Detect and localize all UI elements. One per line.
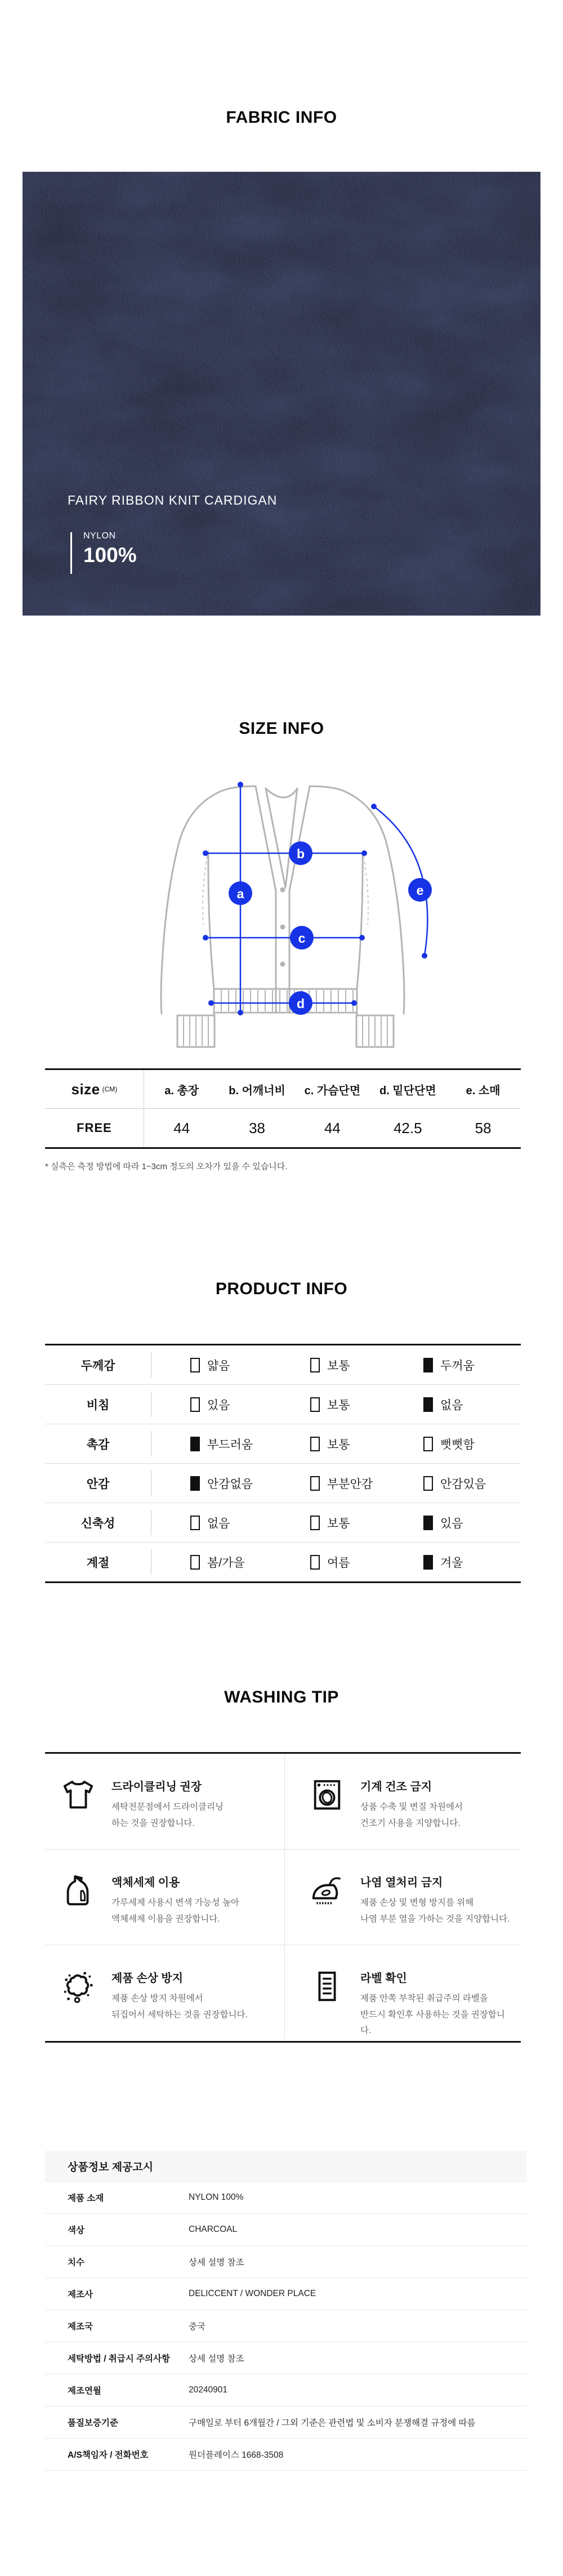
- detergent-icon: [61, 1873, 96, 1908]
- product-info-table: [45, 1344, 521, 1583]
- checkbox: [423, 1358, 433, 1372]
- checkbox: [190, 1437, 200, 1451]
- checkbox: [190, 1397, 200, 1412]
- tip-description: 가루세제 사용시 변색 가능성 높아 액체세제 이용을 권장합니다.: [111, 1898, 239, 1924]
- checkbox: [310, 1437, 320, 1451]
- tip-description: 세탁전문점에서 드라이클리닝 하는 것을 권장합니다.: [111, 1802, 224, 1828]
- checkbox: [423, 1476, 433, 1491]
- product-notice-table: [45, 2151, 526, 2471]
- material-label: NYLON: [83, 531, 116, 541]
- svg-text:b: b: [296, 846, 305, 861]
- product-info-row: 계절 봄/가을 여름 겨울: [45, 1543, 521, 1581]
- checkbox: [310, 1358, 320, 1372]
- checkbox: [190, 1358, 200, 1372]
- washing-tip-cell: 나염 열처리 금지 제품 손상 및 변형 방지를 위해 나염 부분 열을 가하는 것을 지양합니다.: [284, 1849, 521, 1945]
- svg-text:c: c: [298, 931, 306, 946]
- material-divider: [70, 532, 72, 574]
- checkbox: [423, 1397, 433, 1412]
- tip-description: 제품 안쪽 부착된 취급주의 라벨을 반드시 확인후 사용하는 것을 권장합니다.: [360, 1994, 505, 2036]
- column-header: a. 총장: [164, 1084, 199, 1097]
- size-value: 38: [249, 1119, 266, 1137]
- washing-tip-cell: 제품 손상 방지 제품 손상 방지 차원에서 뒤집어서 세탁하는 것을 권장합니다.: [45, 1945, 284, 2041]
- tip-description: 제품 손상 및 변형 방지를 위해 나염 부분 열을 가하는 것을 지양합니다.: [360, 1898, 510, 1924]
- notice-row: 색상 CHARCOAL: [45, 2214, 526, 2246]
- washing-tip-cell: 라벨 확인 제품 안쪽 부착된 취급주의 라벨을 반드시 확인후 사용하는 것을 권장합니다.: [284, 1945, 521, 2041]
- tshirt-icon: [61, 1777, 96, 1812]
- product-info-row: 안감 안감없음 부분안감 안감있음: [45, 1464, 521, 1503]
- column-header: e. 소매: [466, 1084, 501, 1097]
- product-info-row: 신축성 없음 보통 있음: [45, 1503, 521, 1543]
- washing-tip-title: WASHING TIP: [224, 1688, 339, 1706]
- product-info-title: PRODUCT INFO: [215, 1280, 348, 1298]
- svg-text:a: a: [236, 886, 244, 901]
- notice-row: A/S책임자 / 전화번호 원더플레이스 1668-3508: [45, 2439, 526, 2471]
- fabric-swatch-image: [23, 172, 540, 616]
- notice-row: 치수 상세 설명 참조: [45, 2246, 526, 2278]
- label-icon: [310, 1969, 345, 2004]
- product-info-row: 촉감 부드러움 보통 뻣뻣함: [45, 1424, 521, 1464]
- column-header: b. 어깨너비: [229, 1084, 285, 1097]
- notice-row: 품질보증기준 구매일로 부터 6개월간 / 그외 기준은 관련법 및 소비자 분쟁해결 규정에 따름: [45, 2406, 526, 2439]
- checkbox: [190, 1476, 200, 1491]
- size-value: 42.5: [393, 1119, 422, 1137]
- tip-description: 상품 수축 및 변질 차원에서 건조기 사용을 지양합니다.: [360, 1802, 463, 1828]
- size-info-title: SIZE INFO: [239, 719, 324, 738]
- material-percentage: 100%: [83, 543, 137, 567]
- notice-row: 제조연월 20240901: [45, 2374, 526, 2406]
- notice-row: 세탁방법 / 취급시 주의사항 상세 설명 참조: [45, 2342, 526, 2374]
- notice-row: 제조국 중국: [45, 2310, 526, 2342]
- svg-text:d: d: [296, 996, 305, 1011]
- size-row-label: FREE: [45, 1109, 144, 1147]
- checkbox: [423, 1437, 433, 1451]
- product-info-row: 비침 있음 보통 없음: [45, 1385, 521, 1424]
- size-value: 44: [173, 1119, 190, 1137]
- product-info-row: 두께감 얇음 보통 두꺼움: [45, 1345, 521, 1385]
- size-table-header: [45, 1070, 521, 1109]
- size-table-row: [45, 1109, 521, 1147]
- tip-description: 제품 손상 방지 차원에서 뒤집어서 세탁하는 것을 권장합니다.: [111, 1994, 248, 2020]
- product-name: FAIRY RIBBON KNIT CARDIGAN: [68, 493, 278, 507]
- iron-icon: [310, 1873, 345, 1908]
- washing-tip-cell: 드라이클리닝 권장 세탁전문점에서 드라이클리닝 하는 것을 권장합니다.: [45, 1754, 284, 1849]
- buttons: [280, 888, 285, 967]
- checkbox: [310, 1516, 320, 1530]
- size-value: 58: [475, 1119, 491, 1137]
- washing-tip-cell: 액체세제 이용 가루세제 사용시 변색 가능성 높아 액체세제 이용을 권장합니다.: [45, 1849, 284, 1945]
- stain-icon: [61, 1969, 96, 2004]
- fabric-info-title: FABRIC INFO: [226, 108, 337, 127]
- washing-tip-grid: [45, 1752, 521, 2043]
- size-table: [45, 1068, 521, 1149]
- checkbox: [190, 1516, 200, 1530]
- checkbox: [423, 1516, 433, 1530]
- checkbox: [190, 1555, 200, 1570]
- checkbox: [310, 1476, 320, 1491]
- cardigan-outline: [161, 786, 404, 1047]
- column-header: d. 밑단단면: [379, 1084, 436, 1097]
- checkbox: [310, 1555, 320, 1570]
- svg-text:e: e: [416, 883, 424, 898]
- notice-row: 제조사 DELICCENT / WONDER PLACE: [45, 2278, 526, 2310]
- checkbox: [423, 1555, 433, 1570]
- size-measurement-note: * 실측은 측정 방법에 따라 1~3cm 정도의 오차가 있을 수 있습니다.: [45, 1162, 288, 1171]
- cardigan-measurement-diagram: [124, 777, 439, 1059]
- checkbox: [310, 1397, 320, 1412]
- size-header-cell: size (CM): [45, 1070, 144, 1108]
- notice-row: 제품 소재 NYLON 100%: [45, 2182, 526, 2214]
- dryer-icon: [310, 1777, 345, 1812]
- size-value: 44: [324, 1119, 341, 1137]
- column-header: c. 가슴단면: [304, 1084, 361, 1097]
- washing-tip-cell: 기계 건조 금지 상품 수축 및 변질 차원에서 건조기 사용을 지양합니다.: [284, 1754, 521, 1849]
- notice-table-title: 상품정보 제공고시: [45, 2151, 526, 2182]
